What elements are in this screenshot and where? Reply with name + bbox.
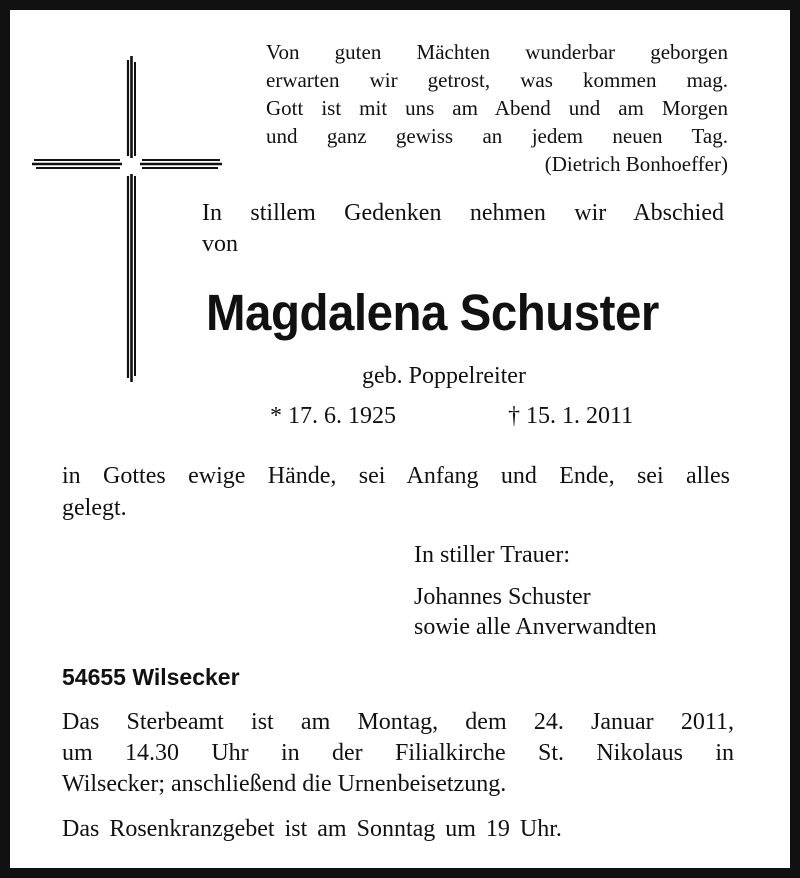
birth-date: * 17. 6. 1925 xyxy=(270,403,396,429)
obituary-notice xyxy=(10,10,790,868)
poem-author: (Dietrich Bonhoeffer) xyxy=(544,152,728,176)
poem-line-3: Gott ist mit uns am Abend und am Morgen xyxy=(266,96,728,120)
cross-icon xyxy=(32,52,222,384)
verse-line-1: in Gottes ewige Hände, sei Anfang und Ende, sei alles xyxy=(62,463,730,489)
mourners-heading: In stiller Trauer: xyxy=(414,542,570,568)
rosary-info: Das Rosenkranzgebet ist am Sonntag um 19 Uhr. xyxy=(62,816,562,842)
birth-name: geb. Poppelreiter xyxy=(362,363,526,389)
poem-line-4: und ganz gewiss an jedem neuen Tag. xyxy=(266,124,728,148)
funeral-line-3: Wilsecker; anschließend die Urnenbeisetzung. xyxy=(62,771,507,797)
mourner-name: Johannes Schuster xyxy=(414,584,591,610)
mourners-relatives: sowie alle Anverwandten xyxy=(414,614,657,640)
location-heading: 54655 Wilsecker xyxy=(62,664,240,690)
mourners-block xyxy=(414,540,714,642)
funeral-line-1: Das Sterbeamt ist am Montag, dem 24. Januar 2011, xyxy=(62,709,734,735)
faith-verse xyxy=(62,460,730,524)
deceased-name: Magdalena Schuster xyxy=(206,284,659,341)
verse-line-2: gelegt. xyxy=(62,495,127,521)
intro-line-2: von xyxy=(202,231,238,257)
poem-line-1: Von guten Mächten wunderbar geborgen xyxy=(266,40,728,64)
bonhoeffer-poem xyxy=(266,38,728,178)
farewell-intro xyxy=(202,198,724,260)
funeral-info xyxy=(62,707,734,800)
funeral-line-2: um 14.30 Uhr in der Filialkirche St. Nikolaus in xyxy=(62,740,734,766)
death-date: † 15. 1. 2011 xyxy=(508,403,634,429)
intro-line-1: In stillem Gedenken nehmen wir Abschied xyxy=(202,200,724,226)
poem-line-2: erwarten wir getrost, was kommen mag. xyxy=(266,68,728,92)
